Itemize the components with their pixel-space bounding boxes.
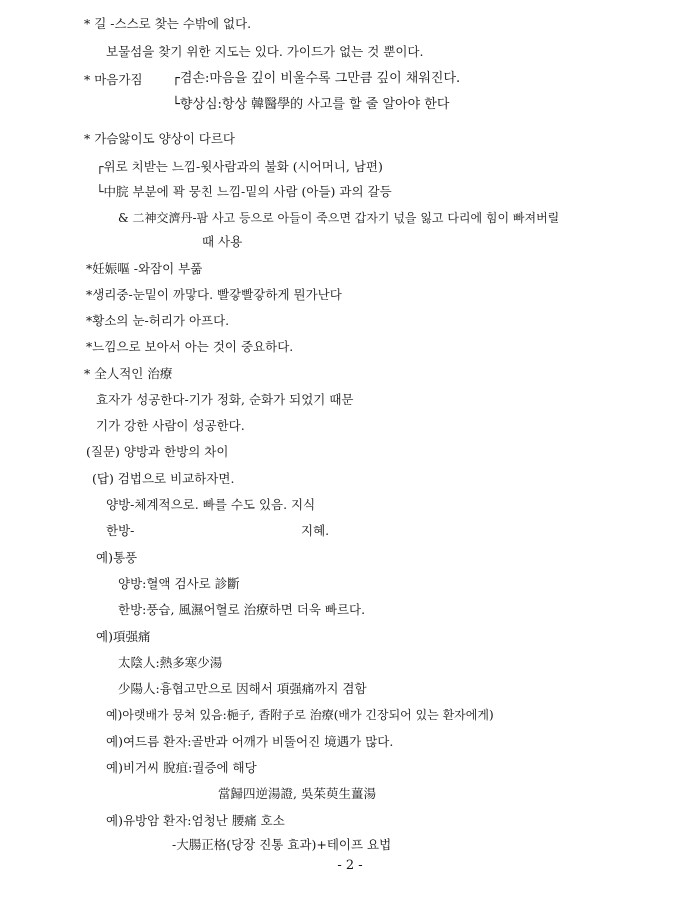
- text-line: 예)項强痛: [96, 629, 151, 644]
- text-line: & 二神交濟丹-팜 사고 등으로 아들이 죽으면 갑자기 넋을 잃고 다리에 힘이 빠져버릴: [118, 211, 560, 225]
- text-line: *황소의 눈-허리가 아프다.: [86, 313, 230, 328]
- text-line: ┌겸손:마음을 깊이 비울수록 그만큼 깊이 채워진다.: [172, 71, 461, 86]
- text-line: 當歸四逆湯證, 吳茱萸生薑湯: [218, 786, 376, 801]
- text-line: 예)여드름 환자:골반과 어깨가 비뚤어진 境遇가 많다.: [106, 734, 394, 749]
- text-line: *생리중-눈밑이 까맣다. 빨갛빨갛하게 뭔가난다: [86, 287, 342, 302]
- text-line: 양방:혈액 검사로 診斷: [118, 576, 240, 591]
- text-line: 예)유방암 환자:엄청난 腰痛 호소: [106, 813, 285, 828]
- text-line: 양방-체계적으로. 빠를 수도 있음. 지식: [106, 497, 316, 512]
- text-line: 기가 강한 사람이 성공한다.: [96, 418, 245, 433]
- text-line: 예)통풍: [96, 550, 138, 565]
- text-line: *妊娠嘔 -와잠이 부풂: [86, 261, 203, 276]
- text-line: * 길 -스스로 찾는 수밖에 없다.: [84, 16, 252, 31]
- text-line: 少陽人:흉협고만으로 因해서 項强痛까지 겸함: [118, 681, 367, 696]
- text-line: 한방-: [106, 523, 135, 538]
- text-line: 예)비거씨 脫疽:궐증에 해당: [106, 760, 257, 775]
- text-line: 때 사용: [202, 234, 243, 249]
- text-line: * 全人적인 治療: [84, 366, 173, 381]
- text-line: *느낌으로 보아서 아는 것이 중요하다.: [86, 339, 294, 354]
- text-line: (답) 검법으로 비교하자면.: [92, 471, 235, 486]
- text-line: * 가슴앓이도 양상이 다르다: [84, 131, 235, 146]
- text-line: (질문) 양방과 한방의 차이: [86, 444, 229, 459]
- text-line: 太陰人:熱多寒少湯: [118, 655, 223, 670]
- text-line: └中脘 부분에 꽉 뭉친 느낌-밑의 사람 (아들) 과의 갈등: [96, 184, 392, 199]
- text-line: -大腸正格(당장 진통 효과)+테이프 요법: [172, 837, 392, 852]
- text-line: 한방:풍습, 風濕어혈로 治療하면 더욱 빠르다.: [118, 602, 366, 617]
- page-number: - 2 -: [337, 858, 363, 873]
- text-line: * 마음가짐: [84, 72, 143, 87]
- text-line: 지혜.: [301, 523, 330, 538]
- text-line: 예)아랫배가 뭉쳐 있음:梔子, 香附子로 治療(배가 긴장되어 있는 환자에게): [106, 708, 494, 722]
- text-line: 효자가 성공한다-기가 정화, 순화가 되었기 때문: [96, 392, 354, 407]
- text-line: ┌위로 치받는 느낌-윗사람과의 불화 (시어머니, 남편): [96, 159, 383, 174]
- text-line: 보물섬을 찾기 위한 지도는 있다. 가이드가 없는 것 뿐이다.: [106, 44, 424, 59]
- text-line: └향상심:항상 韓醫學的 사고를 할 줄 알아야 한다: [172, 97, 450, 112]
